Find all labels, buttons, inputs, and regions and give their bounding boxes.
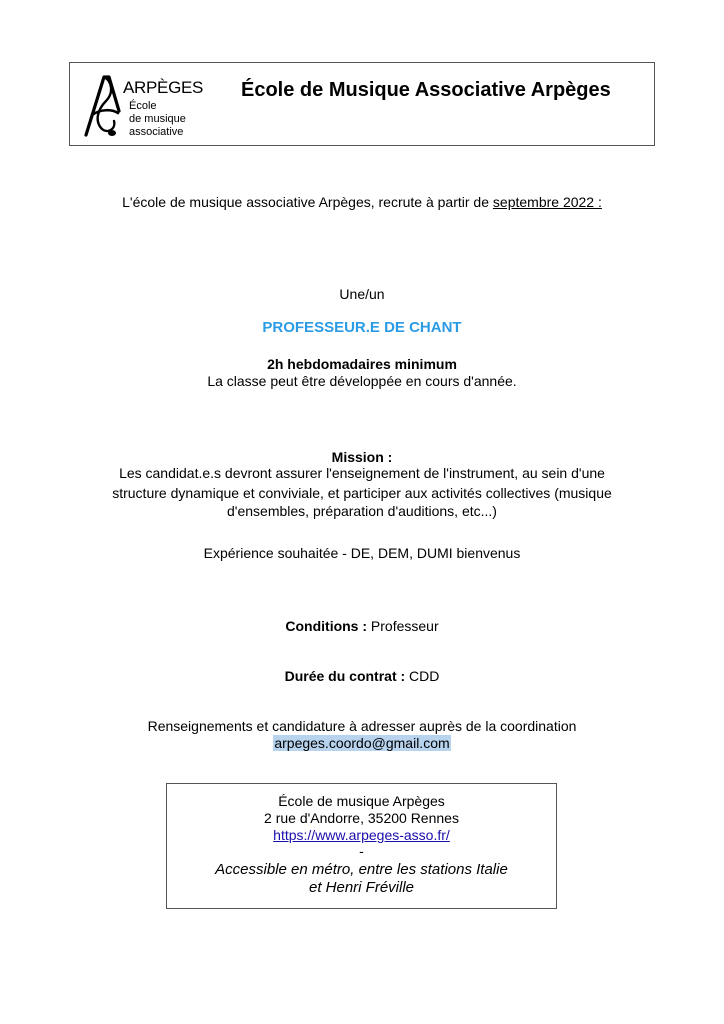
- contract-value: CDD: [405, 668, 440, 684]
- conditions-label: Conditions :: [285, 618, 368, 634]
- mission-line-1: Les candidat.e.s devront assurer l'enseignement de l'instrument, au sein d'une: [119, 465, 605, 481]
- intro-paragraph: [0, 194, 724, 211]
- access-line-1: Accessible en métro, entre les stations Italie: [215, 861, 508, 878]
- website-link[interactable]: https://www.arpeges-asso.fr/: [273, 827, 450, 843]
- start-date: septembre 2022 :: [492, 194, 602, 210]
- school-name: École de musique Arpèges: [278, 793, 445, 809]
- mission-heading: Mission :: [331, 449, 393, 465]
- treble-clef-a-logo-icon: [82, 71, 128, 139]
- position-article: Une/un: [339, 286, 385, 302]
- page-title: École de Musique Associative Arpèges: [241, 79, 611, 101]
- address-box: [166, 783, 557, 909]
- job-title: PROFESSEUR.E DE CHANT: [262, 319, 462, 336]
- contact-text: Renseignements et candidature à adresser auprès de la coordination: [147, 718, 577, 734]
- header-box: [69, 62, 655, 146]
- access-line-2: et Henri Fréville: [308, 879, 415, 896]
- contract-label: Durée du contrat :: [284, 668, 406, 684]
- contact-email[interactable]: arpeges.coordo@gmail.com: [274, 735, 450, 751]
- school-address: 2 rue d'Andorre, 35200 Rennes: [264, 810, 459, 826]
- experience-text: Expérience souhaitée - DE, DEM, DUMI bienvenus: [203, 545, 521, 561]
- conditions-value: Professeur: [367, 618, 439, 634]
- logo-name: ARPÈGES: [123, 78, 204, 97]
- email-line: [0, 735, 724, 752]
- website-line: [167, 827, 556, 844]
- conditions-line: [0, 618, 724, 635]
- logo-subtitle-line2: de musique: [129, 113, 186, 125]
- logo-subtitle-line3: associative: [129, 126, 184, 138]
- contract-line: [0, 668, 724, 685]
- intro-text: L'école de musique associative Arpèges, recrute à partir de: [122, 194, 493, 210]
- hours-note: La classe peut être développée en cours d'année.: [207, 373, 517, 389]
- separator: -: [359, 843, 364, 859]
- logo-subtitle-line1: École: [129, 100, 157, 112]
- mission-line-2: structure dynamique et conviviale, et participer aux activités collectives (musique: [112, 485, 612, 501]
- arpeges-logo: [82, 71, 212, 139]
- mission-line-3: d'ensembles, préparation d'auditions, etc...): [227, 503, 497, 519]
- weekly-hours: 2h hebdomadaires minimum: [267, 356, 457, 372]
